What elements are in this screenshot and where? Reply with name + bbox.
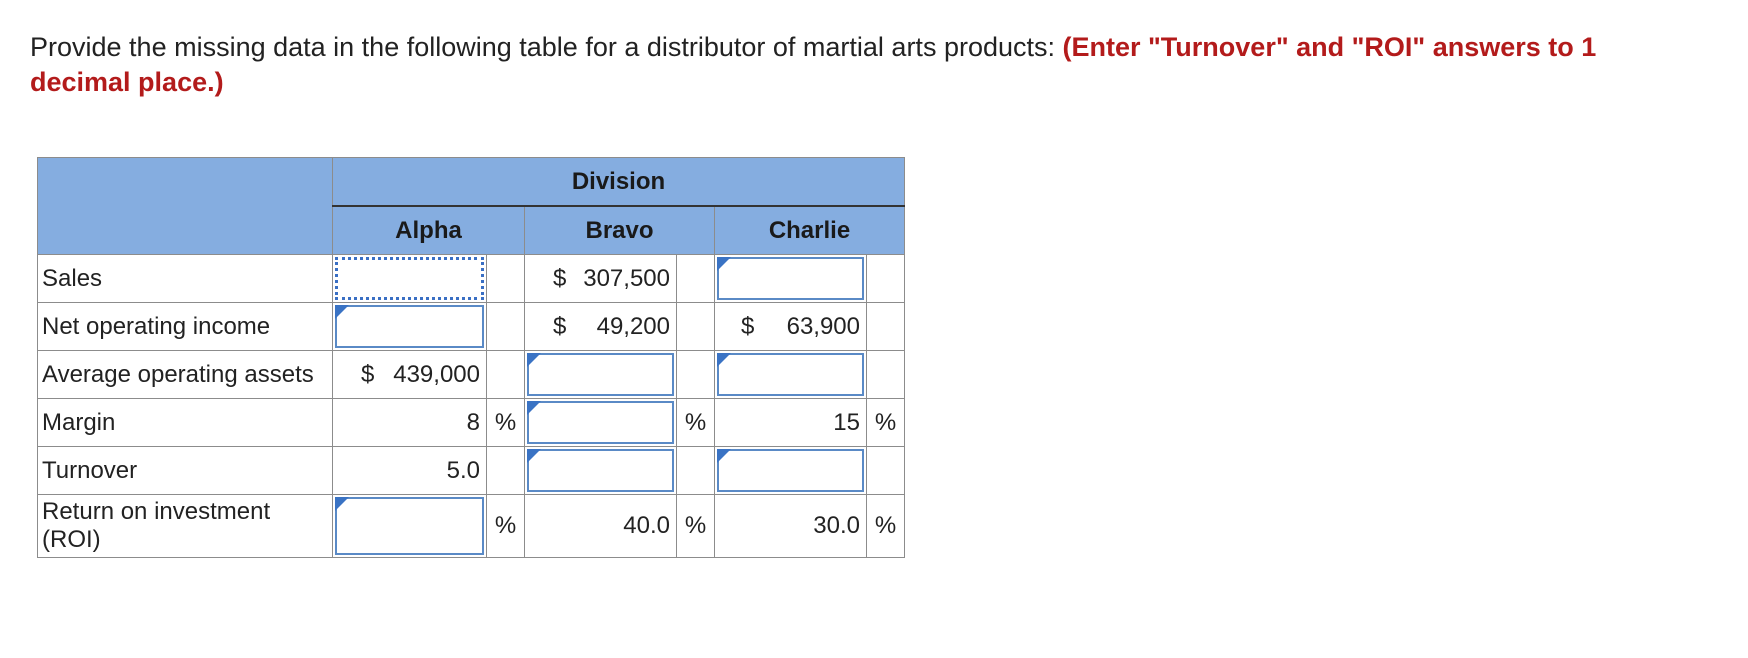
table-row — [38, 255, 905, 303]
alpha-turnover-value: 5.0 — [333, 447, 487, 495]
flag-icon — [335, 497, 349, 511]
flag-icon — [717, 449, 731, 463]
flag-icon — [717, 257, 731, 271]
header-blank — [38, 158, 333, 255]
charlie-noi-cell: $ 63,900 — [715, 303, 867, 351]
flag-icon — [717, 353, 731, 367]
column-alpha: Alpha — [333, 206, 525, 255]
column-charlie: Charlie — [715, 206, 905, 255]
bravo-assets-cell — [525, 351, 677, 399]
alpha-roi-cell — [333, 495, 487, 558]
alpha-assets-cell: $ 439,000 — [333, 351, 487, 399]
bravo-sales-cell: $ 307,500 — [525, 255, 677, 303]
alpha-noi-cell — [333, 303, 487, 351]
alpha-assets-value: 439,000 — [393, 360, 480, 388]
row-label-turnover: Turnover — [38, 447, 333, 495]
bravo-roi-value: 40.0 — [525, 495, 677, 558]
charlie-margin-value: 15 — [715, 399, 867, 447]
percent-unit: % — [487, 399, 525, 447]
charlie-sales-input[interactable] — [717, 257, 864, 300]
row-label-noi: Net operating income — [38, 303, 333, 351]
charlie-roi-value: 30.0 — [715, 495, 867, 558]
table-row — [38, 495, 905, 558]
alpha-margin-value: 8 — [333, 399, 487, 447]
bravo-turnover-cell — [525, 447, 677, 495]
bravo-turnover-input[interactable] — [527, 449, 674, 492]
charlie-turnover-cell — [715, 447, 867, 495]
instructions — [30, 30, 1690, 100]
data-table — [37, 157, 905, 558]
charlie-noi-value: 63,900 — [786, 312, 860, 340]
bravo-noi-value: 49,200 — [596, 312, 670, 340]
table-row — [38, 303, 905, 351]
bravo-assets-input[interactable] — [527, 353, 674, 396]
flag-icon — [527, 353, 541, 367]
bravo-noi-cell: $ 49,200 — [525, 303, 677, 351]
percent-unit: % — [487, 495, 525, 558]
charlie-assets-cell — [715, 351, 867, 399]
flag-icon — [335, 305, 349, 319]
charlie-sales-cell — [715, 255, 867, 303]
column-bravo: Bravo — [525, 206, 715, 255]
row-label-roi: Return on investment (ROI) — [38, 495, 333, 558]
bravo-margin-input[interactable] — [527, 401, 674, 444]
alpha-sales-cell — [333, 255, 487, 303]
flag-icon — [527, 449, 541, 463]
percent-unit: % — [677, 399, 715, 447]
percent-unit: % — [867, 399, 905, 447]
row-label-sales: Sales — [38, 255, 333, 303]
bravo-sales-value: 307,500 — [583, 264, 670, 292]
bravo-margin-cell — [525, 399, 677, 447]
charlie-assets-input[interactable] — [717, 353, 864, 396]
row-label-margin: Margin — [38, 399, 333, 447]
division-header: Division — [333, 158, 905, 207]
table-row — [38, 399, 905, 447]
instructions-emphasis: (Enter "Turnover" and "ROI" answers to 1 decimal place.) — [30, 32, 1597, 97]
flag-icon — [527, 401, 541, 415]
percent-unit: % — [677, 495, 715, 558]
row-label-assets: Average operating assets — [38, 351, 333, 399]
instructions-text: Provide the missing data in the following table for a distributor of martial arts products: — [30, 32, 1063, 62]
table-row — [38, 351, 905, 399]
alpha-roi-input[interactable] — [335, 497, 484, 555]
alpha-noi-input[interactable] — [335, 305, 484, 348]
alpha-sales-input[interactable] — [335, 257, 484, 300]
charlie-turnover-input[interactable] — [717, 449, 864, 492]
percent-unit: % — [867, 495, 905, 558]
table-row — [38, 447, 905, 495]
